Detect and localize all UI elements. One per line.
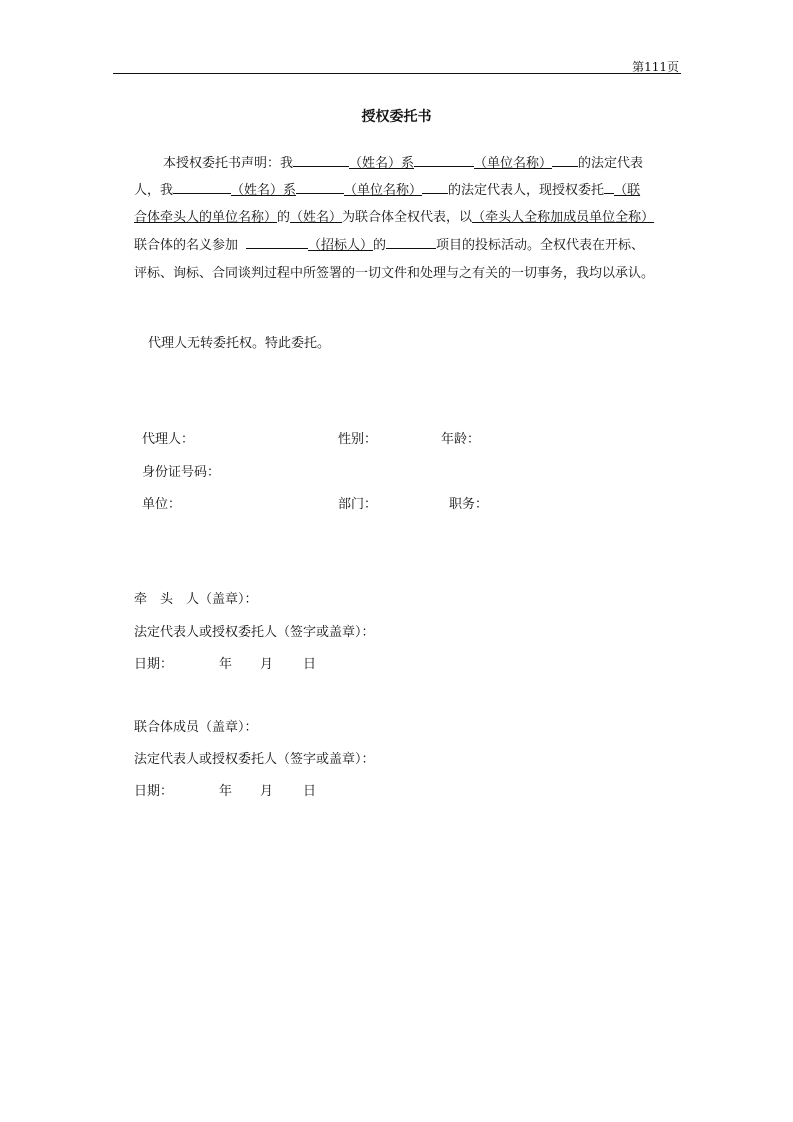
- para-text: 联合体的名义参加: [134, 238, 239, 253]
- para-text: 项目的投标活动。全权代表在开标、: [436, 238, 645, 253]
- agent-age-label: 年龄：: [441, 432, 481, 447]
- unit-blank: [414, 152, 474, 167]
- member-date-label: 日期：: [134, 784, 174, 799]
- para-text: （单位名称）: [474, 156, 553, 171]
- name-blank: [293, 152, 349, 167]
- document-title: 授权委托书: [361, 109, 432, 125]
- member-seal-label: 联合体成员（盖章）：: [134, 720, 258, 735]
- member-year-label: 年: [219, 784, 233, 799]
- para-text: 的: [373, 238, 387, 253]
- lead-date-label: 日期：: [134, 657, 174, 672]
- unit-blank: [552, 152, 578, 167]
- agent-dept-label: 部门：: [338, 497, 378, 512]
- lead-year-label: 年: [219, 657, 233, 672]
- page-number: 第111页: [632, 60, 679, 74]
- header-rule: [113, 73, 681, 74]
- para-text: （招标人）: [308, 238, 374, 253]
- agent-unit-label: 单位：: [142, 497, 182, 512]
- para-text: 的: [277, 210, 291, 225]
- lead-month-label: 月: [260, 657, 274, 672]
- para-line-1: [163, 152, 643, 171]
- para-text: 人，我: [134, 183, 174, 198]
- para-text: 为联合体全权代表，以: [342, 210, 473, 225]
- para-line-4: [134, 234, 644, 253]
- para-text: （姓名）系: [231, 183, 297, 198]
- para-text: 本授权委托书声明：我: [163, 156, 294, 171]
- lead-party-seal-label: 牵 头 人（盖章）：: [134, 592, 258, 607]
- lead-day-label: 日: [303, 657, 317, 672]
- agent-gender-label: 性别：: [338, 432, 378, 447]
- unit-blank: [604, 179, 614, 194]
- tenderer-blank: [246, 234, 308, 249]
- agent-id-label: 身份证号码：: [142, 465, 221, 480]
- name-blank: [173, 179, 231, 194]
- member-rep-sign-label: 法定代表人或授权委托人（签字或盖章）：: [134, 752, 375, 767]
- unit-blank: [422, 179, 448, 194]
- agent-name-label: 代理人：: [142, 432, 195, 447]
- para-line-2: [134, 179, 640, 198]
- unit-blank: [296, 179, 344, 194]
- member-month-label: 月: [260, 784, 274, 799]
- lead-rep-sign-label: 法定代表人或授权委托人（签字或盖章）：: [134, 625, 375, 640]
- para-text: 合体牵头人的单位名称）: [134, 210, 278, 225]
- para-line-5: 评标、询标、合同谈判过程中所签署的一切文件和处理与之有关的一切事务，我均以承认。: [134, 266, 655, 281]
- member-day-label: 日: [303, 784, 317, 799]
- para-text: 的法定代表人，现授权委托: [448, 183, 605, 198]
- agent-position-label: 职务：: [449, 497, 489, 512]
- para-text: 的法定代表: [578, 156, 644, 171]
- no-transfer-statement: 代理人无转委托权。特此委托。: [148, 336, 331, 351]
- para-line-3: [134, 206, 654, 225]
- para-text: （牵头人全称加成员单位全称）: [472, 210, 655, 225]
- para-text: （姓名）系: [349, 156, 415, 171]
- para-text: （单位名称）: [344, 183, 423, 198]
- project-blank: [386, 234, 436, 249]
- para-text: （姓名）: [290, 210, 343, 225]
- para-text: （联: [614, 183, 641, 198]
